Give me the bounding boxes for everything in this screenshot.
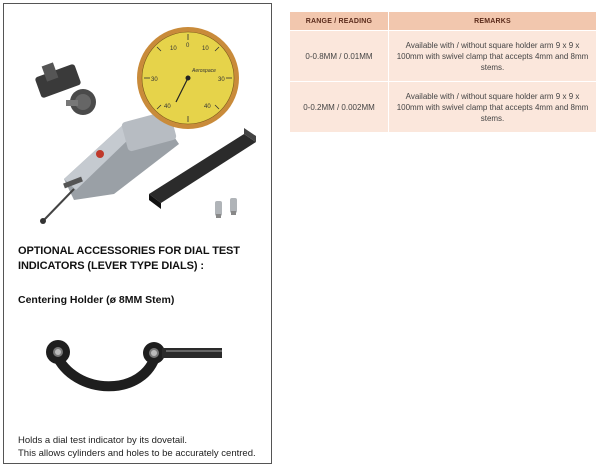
caption-line: Holds a dial test indicator by its dovetail. bbox=[18, 435, 187, 446]
remark-cell: Available with / without square holder arm 9 x 9 x 100mm with swivel clamp that accepts 4mm and 8mm stems. bbox=[389, 82, 597, 133]
range-cell: 0-0.8MM / 0.01MM bbox=[290, 31, 389, 82]
table-row bbox=[290, 31, 597, 82]
centering-holder-title: Centering Holder (ø 8MM Stem) bbox=[18, 294, 175, 306]
spec-table-header-row bbox=[290, 12, 597, 31]
spec-table bbox=[289, 11, 597, 133]
indicator-body-icon bbox=[40, 110, 179, 224]
caption-line: This allows cylinders and holes to be accurately centred. bbox=[18, 448, 256, 459]
range-cell: 0-0.2MM / 0.002MM bbox=[290, 82, 389, 133]
remark-cell: Available with / without square holder arm 9 x 9 x 100mm with swivel clamp that accepts 4mm and 8mm stems. bbox=[389, 31, 597, 82]
column-header-range: RANGE / READING bbox=[290, 12, 389, 31]
dial-tick-label: 10 bbox=[202, 46, 209, 52]
table-row bbox=[290, 82, 597, 133]
dial-tick-label: 30 bbox=[151, 77, 158, 83]
holder-description bbox=[18, 434, 270, 460]
centering-holder-icon bbox=[44, 336, 234, 398]
dial-tick-label: 0 bbox=[186, 43, 190, 49]
dial-tick-label: 30 bbox=[218, 77, 225, 83]
dial-tick-label: 10 bbox=[170, 46, 177, 52]
product-panel bbox=[3, 3, 272, 464]
dial-tick-label: 40 bbox=[164, 104, 171, 110]
accessories-heading: OPTIONAL ACCESSORIES FOR DIAL TEST INDICATORS (LEVER TYPE DIALS) : bbox=[18, 245, 240, 272]
swivel-clamp-icon bbox=[35, 62, 96, 115]
dial-brand-label: Aerospace bbox=[192, 68, 216, 74]
dial-face-icon bbox=[137, 27, 239, 129]
dial-tick-label: 40 bbox=[204, 104, 211, 110]
column-header-remarks: REMARKS bbox=[389, 12, 597, 31]
dial-test-indicator-photo bbox=[4, 4, 272, 239]
stems-icon bbox=[215, 198, 237, 218]
